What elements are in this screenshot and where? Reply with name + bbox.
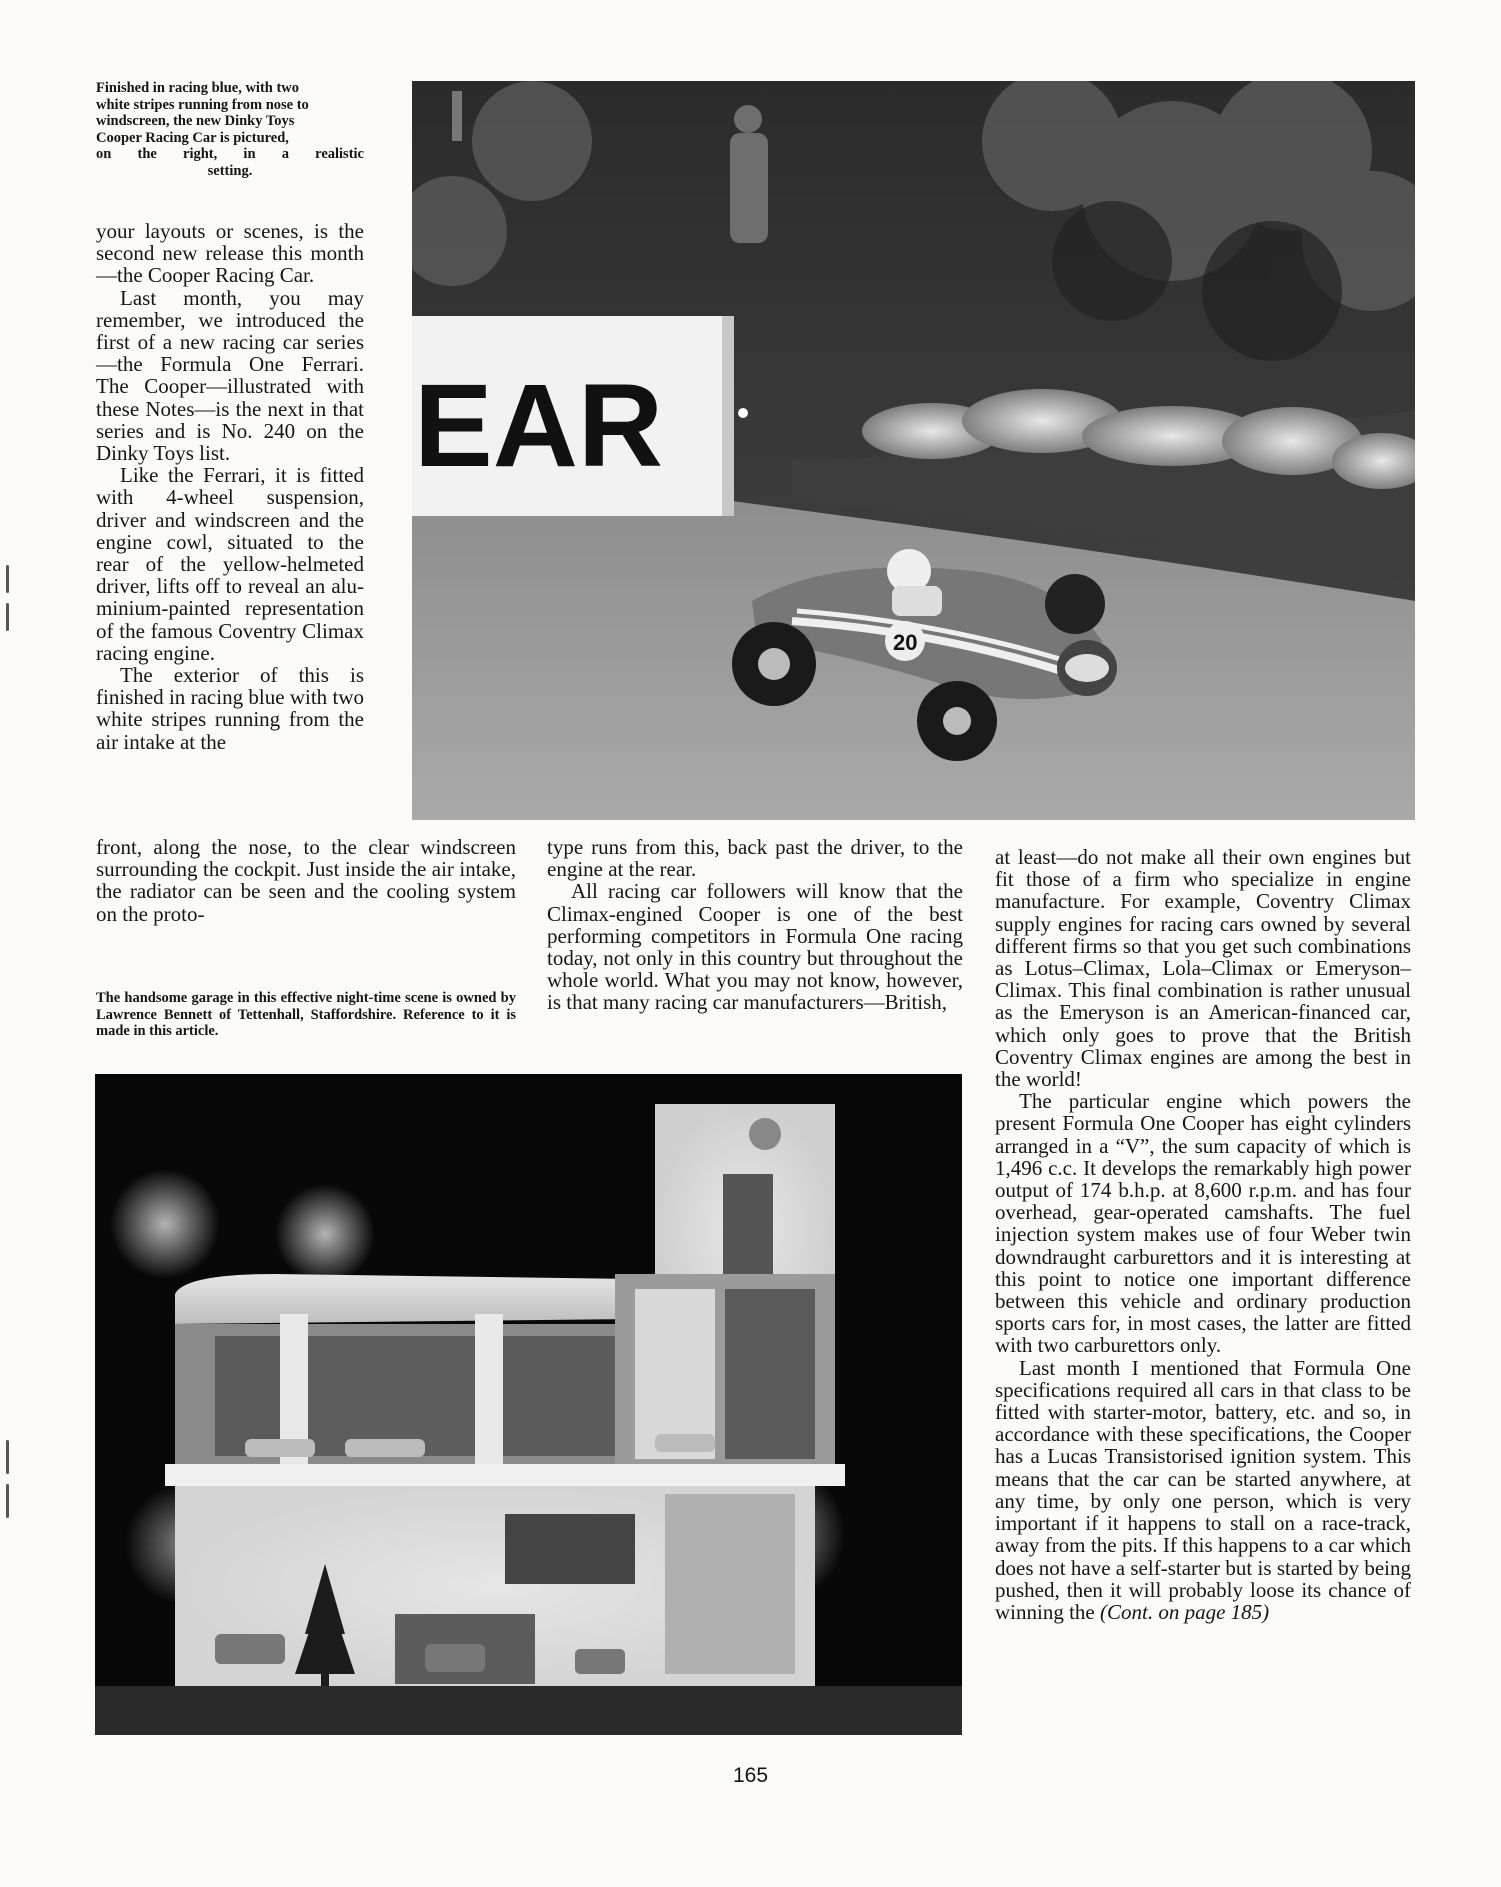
binding-mark-lower bbox=[6, 1440, 12, 1518]
article-paragraph-text: Last month I mentioned that Formula One specifications required all cars in that class to be fitted with starter-motor, battery, etc. and so, in accordance with these specifications, the Cooper has a Lucas Transistorised ignition system. This means that the car can be started anywhere, at any time, by only one person, which is very important if it happens to stall on a race-track, away from the pits. If this happens to a car which does not have a self-starter but is started by being pushed, then it will probably loose its chance of winning the bbox=[995, 1355, 1411, 1624]
binding-mark-upper bbox=[6, 565, 12, 631]
racing-car-photo bbox=[412, 81, 1415, 820]
article-paragraph: front, along the nose, to the clear windscreen surrounding the cockpit. Just inside the air intake, the radiator can be seen and the cooling system on the proto- bbox=[96, 835, 516, 926]
article-column-left bbox=[96, 836, 516, 925]
article-column-middle bbox=[547, 836, 963, 1014]
article-paragraph: Like the Ferrari, it is fitted with 4-wheel suspension, driver and windscreen and the engine cowl, situated to the rear of the yellow-helmeted driver, lifts off to reveal an aluminium-painted representation of the famous Coventry Climax racing engine. bbox=[96, 463, 364, 665]
article-paragraph: All racing car followers will know that the Climax-engined Cooper is one of the best performing competitors in Formula One racing today, not only in this country but throughout the whole world. What you may not know, however, is that many racing car manufacturers—British, bbox=[547, 879, 963, 1015]
caption-line: Finished in racing blue, with two bbox=[96, 80, 300, 96]
caption-line: white stripes running from nose to bbox=[96, 96, 309, 113]
page-number: 165 bbox=[732, 1764, 769, 1787]
car-number: 20 bbox=[893, 630, 918, 655]
article-paragraph: at least—do not make all their own engines but fit those of a firm who specialize in engine manufacture. For example, Coventry Climax supply engines for racing cars owned by several different firms so that you get such combinations as Lotus–Climax, Lola–Climax or Emeryson–Climax. This final combination is rather unusual as the Emeryson is an American-financed car, which only goes to prove that the British Coventry Climax engines are among the best in the world! bbox=[995, 845, 1411, 1092]
article-paragraph: The particular engine which powers the present Formula One Cooper has eight cylinders arranged in a “V”, the sum capacity of which is 1,496 c.c. It develops the remarkably high power output of 174 b.h.p. at 8,600 r.p.m. and has four overhead, gear-operated camshafts. The fuel injection system makes use of four Weber twin downdraught carburettors and it is interesting at this point to notice one important difference between this vehicle and ordinary production sports cars for, in most cases, the latter are fitted with two carburettors only. bbox=[995, 1089, 1411, 1358]
caption-line: Cooper Racing Car is pictured, bbox=[96, 129, 289, 146]
continuation-note: (Cont. on page 185) bbox=[1100, 1599, 1270, 1624]
article-paragraph: The exterior of this is finished in racing blue with two white stripes running from the air intake at the bbox=[96, 663, 364, 754]
article-paragraph: Last month, you may remember, we introduced the first of a new racing car series—the Formula One Ferrari. The Cooper—illustrated with these Notes—is the next in that series and is No. 240 on the Dinky Toys list. bbox=[96, 285, 364, 466]
caption-line: on the right, in a realistic bbox=[96, 146, 364, 162]
billboard-sign-text: EAR bbox=[414, 360, 664, 492]
article-paragraph: type runs from this, back past the driver, to the engine at the rear. bbox=[547, 835, 963, 882]
article-column-narrow bbox=[96, 220, 364, 753]
article-paragraph bbox=[995, 1357, 1411, 1623]
photo-caption-bottom: The handsome garage in this effective night-time scene is owned by Lawrence Bennett of Tettenhall, Staffordshire. Reference to it is made in this article. bbox=[96, 990, 516, 1039]
caption-line: setting. bbox=[207, 162, 253, 179]
article-paragraph: your layouts or scenes, is the second new release this month—the Cooper Racing Car. bbox=[96, 219, 364, 288]
caption-line: windscreen, the new Dinky Toys bbox=[96, 113, 295, 129]
article-column-right bbox=[995, 846, 1411, 1623]
photo-caption-top bbox=[96, 80, 364, 179]
garage-night-photo bbox=[95, 1074, 962, 1735]
